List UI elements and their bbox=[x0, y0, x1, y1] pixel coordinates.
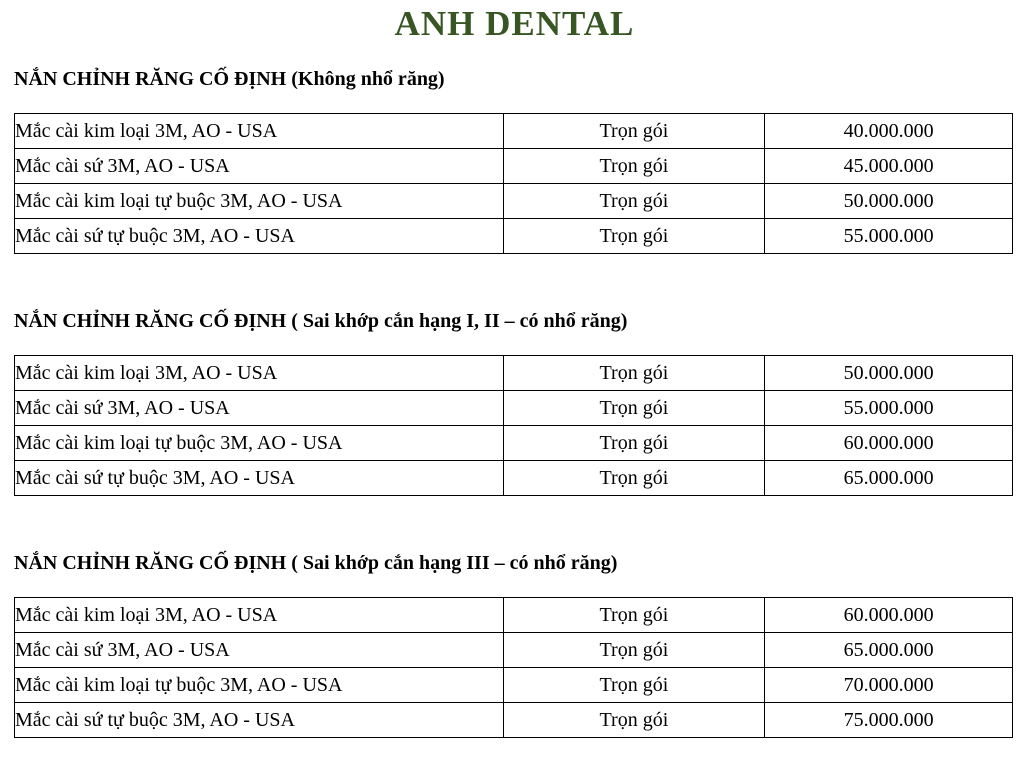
package-cell: Trọn gói bbox=[503, 426, 765, 461]
package-cell: Trọn gói bbox=[503, 461, 765, 496]
price-table bbox=[14, 597, 1013, 738]
package-cell: Trọn gói bbox=[503, 114, 765, 149]
package-cell: Trọn gói bbox=[503, 703, 765, 738]
price-cell: 75.000.000 bbox=[765, 703, 1013, 738]
table-row bbox=[15, 703, 1013, 738]
table-row bbox=[15, 633, 1013, 668]
package-cell: Trọn gói bbox=[503, 598, 765, 633]
price-cell: 65.000.000 bbox=[765, 461, 1013, 496]
table-row bbox=[15, 219, 1013, 254]
service-cell: Mắc cài kim loại tự buộc 3M, AO - USA bbox=[15, 668, 504, 703]
price-cell: 50.000.000 bbox=[765, 184, 1013, 219]
table-row bbox=[15, 149, 1013, 184]
price-table-body bbox=[15, 114, 1013, 254]
price-section bbox=[14, 309, 1015, 496]
package-cell: Trọn gói bbox=[503, 219, 765, 254]
price-table-body bbox=[15, 356, 1013, 496]
package-cell: Trọn gói bbox=[503, 668, 765, 703]
price-cell: 55.000.000 bbox=[765, 391, 1013, 426]
table-row bbox=[15, 356, 1013, 391]
package-cell: Trọn gói bbox=[503, 633, 765, 668]
service-cell: Mắc cài kim loại 3M, AO - USA bbox=[15, 114, 504, 149]
service-cell: Mắc cài sứ tự buộc 3M, AO - USA bbox=[15, 703, 504, 738]
service-cell: Mắc cài sứ tự buộc 3M, AO - USA bbox=[15, 219, 504, 254]
price-cell: 60.000.000 bbox=[765, 598, 1013, 633]
table-row bbox=[15, 461, 1013, 496]
price-table bbox=[14, 113, 1013, 254]
section-heading: NẮN CHỈNH RĂNG CỐ ĐỊNH (Không nhổ răng) bbox=[14, 68, 445, 90]
package-cell: Trọn gói bbox=[503, 184, 765, 219]
table-row bbox=[15, 114, 1013, 149]
table-row bbox=[15, 668, 1013, 703]
price-cell: 60.000.000 bbox=[765, 426, 1013, 461]
service-cell: Mắc cài sứ 3M, AO - USA bbox=[15, 149, 504, 184]
table-row bbox=[15, 598, 1013, 633]
service-cell: Mắc cài kim loại 3M, AO - USA bbox=[15, 598, 504, 633]
price-cell: 50.000.000 bbox=[765, 356, 1013, 391]
price-cell: 40.000.000 bbox=[765, 114, 1013, 149]
service-cell: Mắc cài kim loại 3M, AO - USA bbox=[15, 356, 504, 391]
package-cell: Trọn gói bbox=[503, 356, 765, 391]
service-cell: Mắc cài kim loại tự buộc 3M, AO - USA bbox=[15, 426, 504, 461]
section-heading: NẮN CHỈNH RĂNG CỐ ĐỊNH ( Sai khớp cắn hạng I, II – có nhổ răng) bbox=[14, 310, 628, 332]
service-cell: Mắc cài kim loại tự buộc 3M, AO - USA bbox=[15, 184, 504, 219]
price-cell: 55.000.000 bbox=[765, 219, 1013, 254]
package-cell: Trọn gói bbox=[503, 149, 765, 184]
sections-container bbox=[14, 67, 1015, 738]
price-cell: 45.000.000 bbox=[765, 149, 1013, 184]
service-cell: Mắc cài sứ 3M, AO - USA bbox=[15, 391, 504, 426]
table-row bbox=[15, 184, 1013, 219]
price-table bbox=[14, 355, 1013, 496]
table-row bbox=[15, 426, 1013, 461]
price-cell: 70.000.000 bbox=[765, 668, 1013, 703]
price-section bbox=[14, 551, 1015, 738]
service-cell: Mắc cài sứ tự buộc 3M, AO - USA bbox=[15, 461, 504, 496]
service-cell: Mắc cài sứ 3M, AO - USA bbox=[15, 633, 504, 668]
table-row bbox=[15, 391, 1013, 426]
price-table-body bbox=[15, 598, 1013, 738]
package-cell: Trọn gói bbox=[503, 391, 765, 426]
price-section bbox=[14, 67, 1015, 254]
price-cell: 65.000.000 bbox=[765, 633, 1013, 668]
page-title: ANH DENTAL bbox=[394, 4, 635, 43]
section-heading: NẮN CHỈNH RĂNG CỐ ĐỊNH ( Sai khớp cắn hạng III – có nhổ răng) bbox=[14, 552, 618, 574]
